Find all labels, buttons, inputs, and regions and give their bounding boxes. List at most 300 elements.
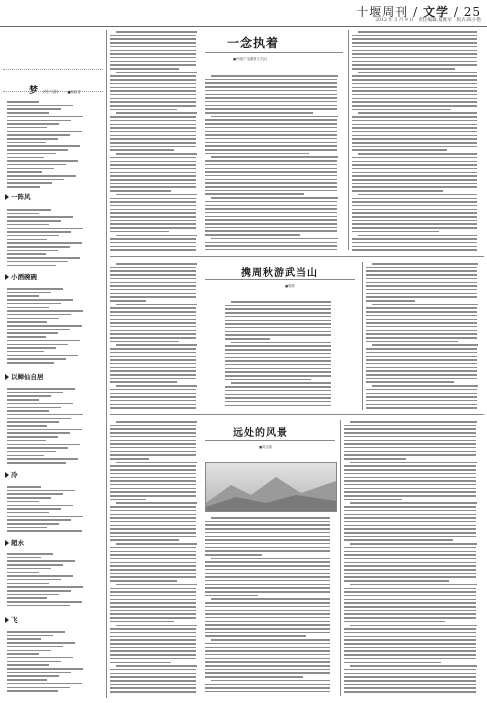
text-line [366, 359, 477, 361]
text-line [110, 606, 196, 608]
text-line [7, 458, 78, 460]
text-line [110, 90, 196, 92]
text-line [110, 643, 196, 645]
text-line [110, 425, 196, 427]
text-line [205, 160, 337, 162]
text-line [344, 658, 476, 660]
text-line [344, 687, 476, 689]
text-line [352, 205, 477, 207]
text-line [358, 153, 477, 155]
text-line [7, 436, 58, 438]
text-line [7, 220, 61, 222]
text-line [366, 381, 454, 383]
text-line [350, 421, 477, 423]
text-line [205, 249, 337, 251]
text-line [205, 123, 337, 125]
text-line [7, 440, 46, 442]
text-line [344, 447, 476, 449]
page-number: 25 [463, 5, 481, 19]
text-line [352, 149, 447, 151]
text-line [7, 601, 82, 603]
text-line [110, 190, 171, 192]
text-line [110, 602, 196, 604]
text-line [352, 249, 477, 251]
text-line [110, 591, 196, 593]
poem-heading [5, 615, 18, 624]
text-line [110, 673, 196, 675]
article-body [205, 74, 343, 252]
text-line [205, 584, 330, 586]
text-line [7, 586, 83, 588]
text-line [366, 393, 477, 395]
text-line [110, 480, 196, 482]
text-line [7, 127, 47, 129]
text-line [344, 599, 476, 601]
text-line [352, 38, 477, 40]
text-line [7, 231, 71, 233]
text-line [110, 521, 196, 523]
text-line [205, 591, 330, 593]
text-line [352, 131, 477, 133]
text-line [7, 123, 59, 125]
text-line [7, 635, 53, 637]
text-line [7, 675, 59, 677]
text-line [110, 146, 196, 148]
text-line [225, 397, 331, 399]
text-line [110, 164, 196, 166]
text-line [110, 595, 196, 597]
text-line [7, 490, 75, 492]
poem-heading [5, 272, 37, 281]
text-line [205, 613, 330, 615]
text-line [110, 57, 196, 59]
text-line [7, 568, 51, 570]
text-line [7, 672, 71, 674]
text-line [7, 594, 59, 596]
text-line [116, 72, 197, 74]
text-line [205, 521, 330, 523]
text-line [7, 687, 70, 689]
text-line [205, 234, 300, 236]
text-line [7, 138, 58, 140]
text-line [116, 625, 197, 627]
text-line [110, 554, 196, 556]
text-line [205, 595, 258, 597]
text-line [205, 672, 330, 674]
section-marker-icon [5, 540, 9, 546]
text-line [344, 517, 476, 519]
text-line [344, 547, 476, 549]
text-line [7, 145, 80, 147]
text-line [344, 495, 476, 497]
text-line [110, 61, 196, 63]
text-line [7, 661, 61, 663]
text-line [110, 322, 196, 324]
text-line [7, 493, 63, 495]
text-line [205, 242, 337, 244]
poem-author: ■杨晓宵 [67, 90, 81, 94]
text-line [110, 465, 196, 467]
text-line [205, 587, 330, 589]
masthead-divider: / [453, 5, 459, 19]
text-line [7, 157, 44, 159]
text-line [7, 657, 73, 659]
text-line [116, 194, 197, 196]
text-line [110, 94, 196, 96]
text-line [110, 79, 196, 81]
text-line [7, 250, 58, 252]
text-line [7, 182, 52, 184]
text-line [352, 157, 477, 159]
text-line [110, 212, 196, 214]
text-line [110, 209, 196, 211]
text-line [344, 532, 476, 534]
text-line [110, 98, 196, 100]
text-line [7, 519, 71, 521]
text-line [110, 517, 196, 519]
text-line [231, 382, 331, 384]
text-line [7, 175, 76, 177]
text-line [352, 183, 477, 185]
text-line [205, 90, 337, 92]
text-line [225, 308, 331, 310]
text-line [110, 400, 196, 402]
text-line [231, 301, 331, 303]
text-line [352, 135, 477, 137]
masthead-section: 文学 [423, 5, 450, 19]
text-line [110, 662, 171, 664]
text-line [7, 288, 63, 290]
title-rule [205, 52, 343, 53]
issue-meta [375, 17, 481, 23]
text-line [7, 228, 83, 230]
text-line [352, 238, 477, 240]
text-line [205, 223, 337, 225]
text-line [110, 50, 196, 52]
text-line [352, 142, 477, 144]
text-line [110, 179, 196, 181]
text-line [110, 558, 196, 560]
text-line [110, 238, 196, 240]
text-line [205, 573, 330, 575]
text-line [205, 684, 330, 686]
text-line [344, 580, 449, 582]
text-line [110, 249, 196, 251]
text-line [110, 198, 196, 200]
text-line [110, 87, 196, 89]
text-line [211, 680, 330, 682]
text-line [110, 242, 196, 244]
text-line [110, 610, 196, 612]
text-line [7, 557, 41, 559]
text-line [205, 532, 330, 534]
article-title-block [205, 420, 335, 456]
text-line [110, 613, 196, 615]
text-line [366, 370, 477, 372]
text-line [352, 179, 477, 181]
section-marker-icon [5, 374, 9, 380]
text-line [344, 536, 476, 538]
text-line [110, 658, 196, 660]
text-line [116, 385, 197, 387]
text-line [205, 602, 330, 604]
text-line [350, 462, 477, 464]
text-line [7, 395, 51, 397]
text-line [110, 149, 174, 151]
article-title: 远处的风景 [233, 428, 288, 439]
text-line [205, 138, 337, 140]
text-line [225, 353, 331, 355]
text-line [352, 209, 477, 211]
text-line [366, 352, 477, 354]
text-line [110, 289, 196, 291]
text-line [116, 584, 197, 586]
text-line [7, 224, 49, 226]
text-line [7, 120, 71, 122]
text-line [352, 242, 477, 244]
text-line [366, 348, 477, 350]
text-line [110, 514, 196, 516]
text-line [372, 385, 478, 387]
text-line [110, 370, 196, 372]
text-line [110, 599, 196, 601]
text-line [211, 558, 330, 560]
text-line [225, 349, 331, 351]
text-line [205, 524, 330, 526]
text-line [205, 632, 330, 634]
text-line [7, 631, 65, 633]
text-line [110, 491, 196, 493]
text-line [352, 220, 477, 222]
poem-heading [5, 470, 18, 479]
text-line [110, 216, 196, 218]
text-line [350, 543, 477, 545]
poem-heading [5, 192, 31, 201]
text-line [110, 404, 196, 406]
text-line [205, 647, 330, 649]
poem-heading-text: 一阵风 [11, 193, 31, 201]
text-line [352, 116, 477, 118]
text-line [7, 171, 42, 173]
text-line [7, 590, 71, 592]
text-line [110, 451, 196, 453]
text-line [110, 352, 196, 354]
text-line [344, 558, 476, 560]
text-line [225, 401, 331, 403]
text-line [344, 454, 476, 456]
text-line [366, 333, 477, 335]
text-line [7, 213, 39, 215]
text-line [7, 679, 47, 681]
text-line [205, 635, 306, 637]
text-line [205, 661, 330, 663]
text-line [366, 326, 477, 328]
text-line [110, 458, 149, 460]
text-line [110, 300, 146, 302]
text-line [110, 443, 196, 445]
text-line [352, 42, 477, 44]
text-line [7, 451, 56, 453]
text-line [350, 502, 477, 504]
text-line [358, 194, 477, 196]
text-line [205, 168, 337, 170]
text-line [110, 315, 196, 317]
text-line [350, 625, 477, 627]
text-line [352, 138, 477, 140]
text-line [344, 610, 476, 612]
text-line [211, 598, 330, 600]
text-line [110, 172, 196, 174]
text-line [110, 454, 196, 456]
text-line [344, 650, 476, 652]
text-line [352, 53, 477, 55]
article-body [225, 300, 335, 410]
text-line [110, 326, 196, 328]
text-line [344, 595, 476, 597]
poem-body [7, 630, 99, 696]
text-line [352, 94, 477, 96]
text-line [7, 257, 80, 259]
text-line [225, 386, 331, 388]
text-line [211, 639, 330, 641]
poem-heading [5, 372, 44, 381]
text-line [7, 295, 39, 297]
text-line [110, 270, 196, 272]
text-line [352, 83, 477, 85]
text-line [366, 330, 477, 332]
article-body [205, 516, 335, 696]
text-line [205, 676, 303, 678]
text-line [225, 327, 331, 329]
text-line [7, 149, 68, 151]
text-line [352, 212, 477, 214]
text-line [110, 341, 179, 343]
text-line [205, 547, 330, 549]
text-line [205, 131, 337, 133]
text-line [344, 676, 476, 678]
section-marker-icon [5, 194, 9, 200]
text-line [116, 344, 197, 346]
text-line [344, 477, 476, 479]
text-line [344, 591, 476, 593]
text-line [110, 539, 179, 541]
text-line [7, 209, 51, 211]
text-line [366, 278, 477, 280]
text-line [352, 172, 477, 174]
poem-heading-text: 冷 [11, 471, 18, 479]
text-line [7, 116, 83, 118]
text-line [116, 462, 197, 464]
text-line [110, 691, 196, 693]
text-line [110, 337, 196, 339]
poem-body [7, 208, 99, 268]
text-line [110, 356, 196, 358]
text-line [344, 684, 476, 686]
text-line [110, 576, 196, 578]
text-line [110, 168, 196, 170]
text-line [366, 274, 477, 276]
text-line [352, 186, 477, 188]
text-line [366, 363, 477, 365]
text-line [7, 668, 83, 670]
text-line [110, 101, 196, 103]
text-line [116, 421, 197, 423]
text-line [110, 220, 196, 222]
text-line [205, 212, 337, 214]
text-line [366, 267, 477, 269]
poem-title-rule [3, 66, 103, 70]
text-line [344, 551, 476, 553]
text-line [358, 31, 477, 33]
text-line [211, 238, 338, 240]
text-line [110, 432, 196, 434]
text-line [344, 539, 453, 541]
text-line [110, 42, 196, 44]
text-line [205, 643, 330, 645]
text-line [205, 216, 337, 218]
text-line [110, 650, 196, 652]
text-line [352, 227, 477, 229]
text-line [344, 654, 476, 656]
text-line [110, 447, 196, 449]
text-line [110, 551, 196, 553]
poem-heading-text: 小酒碗碗 [11, 273, 37, 281]
text-line [205, 536, 330, 538]
text-line [110, 389, 196, 391]
text-line [225, 379, 311, 381]
poem-title-rule [3, 88, 103, 92]
text-line [225, 312, 331, 314]
text-line [205, 127, 337, 129]
text-line [352, 175, 477, 177]
text-line [205, 142, 337, 144]
text-line [344, 440, 476, 442]
article-illustration [205, 462, 337, 512]
text-line [205, 171, 337, 173]
text-line [344, 554, 476, 556]
text-line [352, 98, 477, 100]
text-line [7, 579, 61, 581]
text-line [110, 473, 196, 475]
text-line [366, 300, 415, 302]
text-line [116, 304, 197, 306]
issue-editor: 责任编辑:夏维军 [418, 18, 452, 23]
text-line [110, 469, 196, 471]
text-line [110, 278, 196, 280]
text-line [211, 75, 338, 77]
text-line [7, 664, 49, 666]
text-line [205, 79, 337, 81]
text-line [7, 186, 40, 188]
text-line [352, 190, 443, 192]
header-rule [0, 26, 487, 27]
text-line [205, 543, 330, 545]
text-line [7, 216, 73, 218]
text-line [7, 131, 82, 133]
text-line [205, 669, 330, 671]
text-line [7, 432, 70, 434]
poem-heading-text: 以蝉仙自居 [11, 373, 44, 381]
text-line [110, 680, 196, 682]
text-line [225, 345, 331, 347]
text-line [7, 299, 73, 301]
text-line [110, 231, 169, 233]
text-line [110, 428, 196, 430]
text-line [344, 510, 476, 512]
text-line [344, 613, 476, 615]
text-line [7, 399, 39, 401]
text-line [344, 673, 476, 675]
